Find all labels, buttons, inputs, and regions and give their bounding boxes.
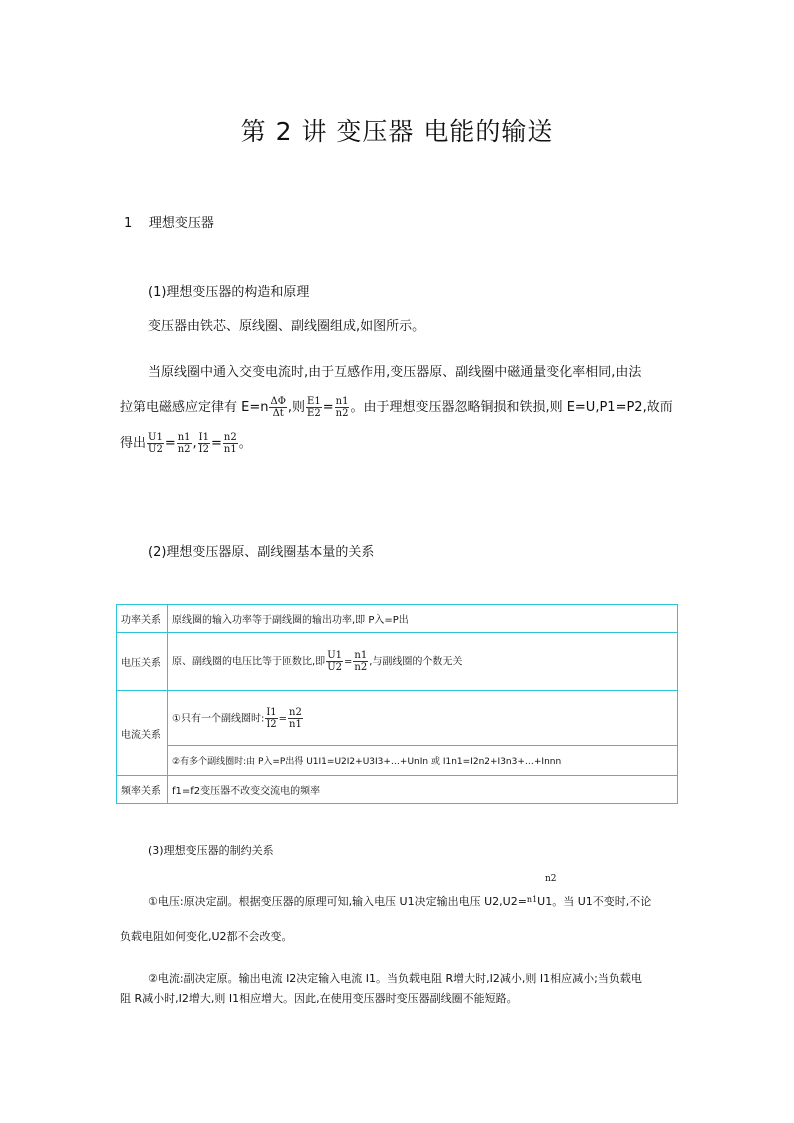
voltage-constraint-text-a: ①电压:原决定副。根据变压器的原理可知,输入电压 U1决定输出电压 U2,U2= bbox=[148, 895, 527, 908]
paragraph-voltage-constraint bbox=[148, 893, 651, 909]
frac-num: n1 bbox=[177, 432, 191, 443]
fraction-u1-u2 bbox=[147, 432, 164, 455]
fraction-i1-i2 bbox=[198, 432, 210, 455]
voltage-constraint-text-b: U1。当 U1不变时,不论 bbox=[537, 895, 652, 908]
row-value-power: 原线圈的输入功率等于副线圈的输出功率,即 P入=P出 bbox=[168, 605, 678, 633]
voltage-text-b: ,与副线圈的个数无关 bbox=[369, 656, 463, 668]
frac-num: I1 bbox=[266, 706, 277, 718]
row-value-frequency: f1=f2变压器不改变交流电的频率 bbox=[168, 776, 678, 804]
fraction-n1-n2 bbox=[353, 650, 368, 673]
frac-num: n1 bbox=[335, 396, 349, 407]
row-key-power: 功率关系 bbox=[117, 605, 168, 633]
row-key-current: 电流关系 bbox=[117, 691, 168, 776]
subsection-3-heading: (3)理想变压器的制约关系 bbox=[148, 844, 274, 857]
fraction-n1-n2 bbox=[335, 396, 350, 419]
faraday-text-c: 。由于理想变压器忽略铜损和铁损,则 E=U,P1=P2,故而 bbox=[350, 400, 673, 415]
ratio-numerator-n2: n2 bbox=[545, 874, 557, 884]
equals: = bbox=[164, 436, 176, 451]
fraction-dphi-dt bbox=[269, 396, 286, 419]
frac-den: U2 bbox=[327, 662, 342, 673]
frac-num: n2 bbox=[289, 706, 302, 718]
table-row bbox=[117, 746, 678, 776]
fraction-n1-n2 bbox=[177, 432, 192, 455]
section-heading bbox=[124, 212, 214, 231]
fraction-e1-e2 bbox=[306, 396, 322, 419]
equals: = bbox=[343, 656, 353, 668]
voltage-text-a: 原、副线圈的电压比等于匝数比,即 bbox=[172, 656, 326, 668]
paragraph-current-constraint: ②电流:副决定原。输出电流 I2决定输入电流 I1。当负载电阻 R增大时,I2减小,则 I1相应减小;当负载电 bbox=[148, 972, 642, 985]
table-row bbox=[117, 691, 678, 746]
frac-den: n1 bbox=[289, 718, 302, 730]
frac-den: E2 bbox=[307, 408, 321, 419]
faraday-text-b: ,则 bbox=[287, 400, 306, 415]
relations-table bbox=[116, 604, 678, 804]
frac-num: U1 bbox=[327, 650, 342, 661]
frac-den: Δt bbox=[272, 408, 284, 419]
fraction-n2-n1 bbox=[223, 432, 238, 455]
frac-den: I2 bbox=[266, 718, 277, 730]
fraction-i1-i2 bbox=[265, 707, 277, 730]
current-text: ①只有一个副线圈时: bbox=[172, 713, 265, 724]
frac-den: n2 bbox=[354, 662, 368, 673]
frac-num: I1 bbox=[198, 432, 209, 443]
frac-den: n2 bbox=[177, 444, 191, 455]
page-title: 第 2 讲 变压器 电能的输送 bbox=[240, 117, 554, 146]
row-key-voltage: 电压关系 bbox=[117, 633, 168, 691]
table-row bbox=[117, 633, 678, 691]
paragraph-current-constraint-cont: 阻 R减小时,I2增大,则 I1相应增大。因此,在使用变压器时变压器副线圈不能短路。 bbox=[120, 992, 518, 1005]
frac-num: n1 bbox=[354, 650, 368, 661]
equals: = bbox=[210, 436, 222, 451]
frac-num: n2 bbox=[223, 432, 237, 443]
paragraph-conclusion bbox=[120, 432, 252, 455]
paragraph-faraday bbox=[120, 396, 673, 419]
fraction-u1-u2 bbox=[326, 650, 343, 673]
fraction-n2-n1 bbox=[288, 707, 303, 730]
comma: , bbox=[192, 436, 197, 451]
frac-num: U1 bbox=[148, 432, 163, 443]
subsection-1-heading: (1)理想变压器的构造和原理 bbox=[148, 285, 310, 300]
subsection-2-heading: (2)理想变压器原、副线圈基本量的关系 bbox=[148, 545, 375, 560]
row-value-voltage bbox=[168, 633, 678, 691]
row-value-current-single bbox=[168, 691, 678, 746]
frac-den: n2 bbox=[335, 408, 349, 419]
equals: = bbox=[278, 713, 288, 724]
ratio-denominator-n1: n1 bbox=[526, 895, 538, 904]
table-row bbox=[117, 776, 678, 804]
section-title: 理想变压器 bbox=[148, 216, 214, 231]
paragraph-voltage-constraint-cont: 负载电阻如何变化,U2都不会改变。 bbox=[120, 930, 293, 943]
frac-den: U2 bbox=[148, 444, 163, 455]
faraday-text-a: 拉第电磁感应定律有 E=n bbox=[120, 400, 269, 415]
frac-num: E1 bbox=[307, 396, 321, 407]
frac-den: n1 bbox=[223, 444, 237, 455]
frac-num: ΔΦ bbox=[270, 396, 286, 407]
row-key-frequency: 频率关系 bbox=[117, 776, 168, 804]
paragraph-structure: 变压器由铁芯、原线圈、副线圈组成,如图所示。 bbox=[148, 319, 426, 334]
equals: = bbox=[322, 400, 334, 415]
period: 。 bbox=[238, 436, 252, 451]
paragraph-principle: 当原线圈中通入交变电流时,由于互感作用,变压器原、副线圈中磁通量变化率相同,由法 bbox=[148, 365, 642, 380]
frac-den: I2 bbox=[198, 444, 209, 455]
table-row bbox=[117, 605, 678, 633]
conclusion-text: 得出 bbox=[120, 436, 147, 451]
row-value-current-multi: ②有多个副线圈时:由 P入=P出得 U1I1=U2I2+U3I3+…+UnIn 或 I1n1=I2n2+I3n3+…+Innn bbox=[168, 746, 678, 776]
section-number: 1 bbox=[124, 216, 133, 231]
